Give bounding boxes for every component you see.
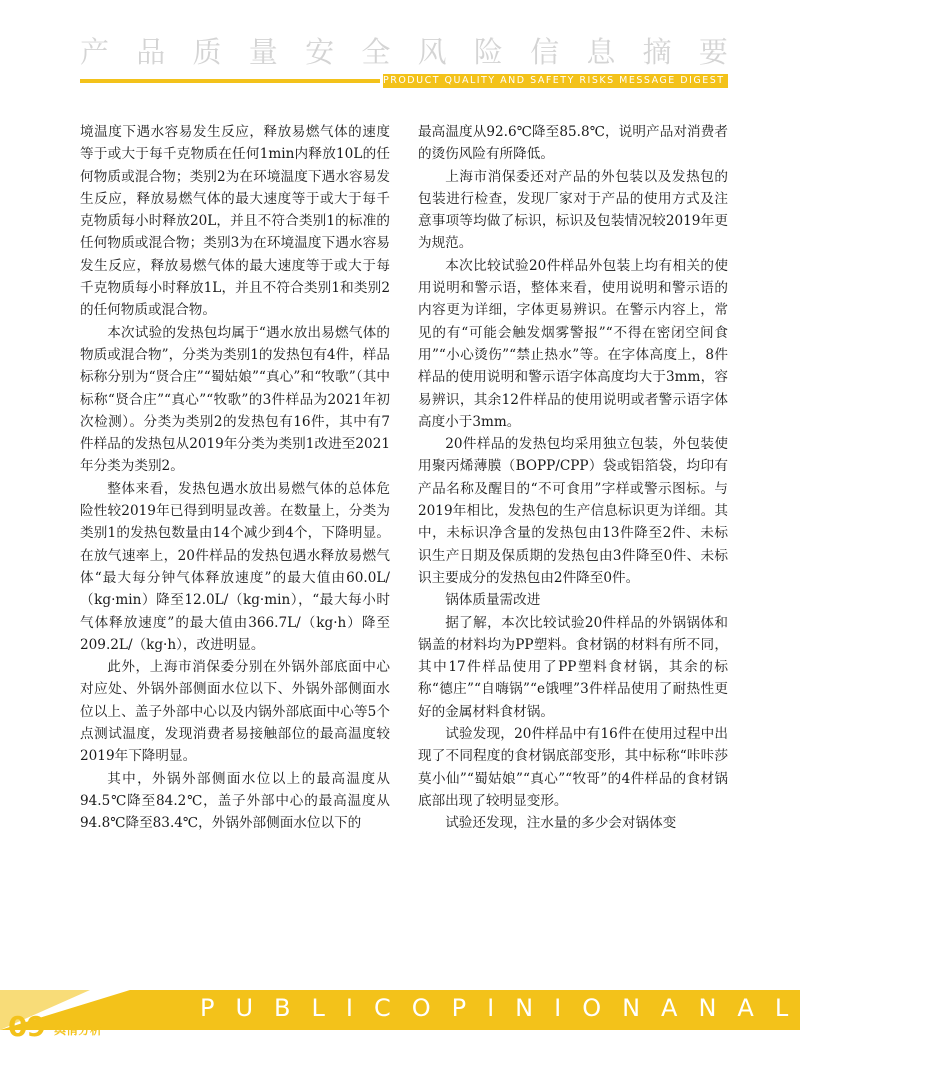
paragraph: 本次比较试验20件样品外包装上均有相关的使用说明和警示语，整体来看，使用说明和警示语的内容更为详细，字体更易辨识。在警示内容上，常见的有“可能会触发烟雾警报”“不得在密闭空间食用”“小心烫伤”“禁止热水”等。在字体高度上，8件样品的使用说明和警示语字体高度均大于3mm，容易辨识，其余12件样品的使用说明或者警示语字体高度小于3mm。 <box>418 257 728 430</box>
header-title-char: 要 <box>698 35 730 69</box>
paragraph: 本次试验的发热包均属于“遇水放出易燃气体的物质或混合物”，分类为类别1的发热包有4件，样品标称分别为“贤合庄”“蜀姑娘”“真心”和“牧歌”（其中标称“贤合庄”“真心”“牧歌”的3件样品为2021年初次检测）。分类为类别2的发热包有16件，其中有7件样品的发热包从2019年分类为类别1改进至2021年分类为类别2。 <box>80 324 390 475</box>
header-title-char: 风 <box>417 35 449 69</box>
footer-word: PUBLIC <box>200 994 412 1022</box>
paragraph: 最高温度从92.6℃降至85.8℃，说明产品对消费者的烫伤风险有所降低。 <box>418 124 728 163</box>
section-label: 舆情分析 <box>54 1023 103 1037</box>
header-title-char: 信 <box>530 35 562 69</box>
header-title-char: 摘 <box>642 35 674 69</box>
paragraph: 上海市消保委还对产品的外包装以及发热包的包装进行检查，发现厂家对于产品的使用方式及注意事项等均做了标识，标识及包装情况较2019年更为规范。 <box>418 168 728 252</box>
footer-tagline <box>200 994 942 1022</box>
section-heading: 锅体质量需改进 <box>445 592 541 609</box>
paragraph: 据了解，本次比较试验20件样品的外锅锅体和锅盖的材料均为PP塑料。食材锅的材料有所不同，其中17件样品使用了PP塑料食材锅，其余的标称“德庄”“自嗨锅”“e饿哩”3件样品使用了耐热性更好的金属材料食材锅。 <box>418 614 728 720</box>
header-title-char: 安 <box>305 35 337 69</box>
left-column <box>80 121 390 835</box>
paragraph: 其中，外锅外部侧面水位以上的最高温度从94.5℃降至84.2℃，盖子外部中心的最高温度从94.8℃降至83.4℃，外锅外部侧面水位以下的 <box>80 770 390 832</box>
header-title-char: 险 <box>473 35 505 69</box>
paragraph: 试验发现，20件样品中有16件在使用过程中出现了不同程度的食材锅底部变形，其中标称“咔咔莎莫小仙”“蜀姑娘”“真心”“牧哥”的4件样品的食材锅底部出现了较明显变形。 <box>418 726 728 809</box>
header-title-char: 产 <box>80 35 112 69</box>
header-accent-line <box>80 79 380 83</box>
header-title-char: 质 <box>192 35 224 69</box>
paragraph: 境温度下遇水容易发生反应，释放易燃气体的速度等于或大于每千克物质在任何1min内释放10L的任何物质或混合物；类别2为在环境温度下遇水容易发生反应，释放易燃气体的最大速度等于或大于每千克物质每小时释放20L，并且不符合类别1的标准的任何物质或混合物；类别3为在环境温度下遇水容易发生反应，释放易燃气体的最大速度等于或大于每千克物质每小时释放1L，并且不符合类别1和类别2的任何物质或混合物。 <box>80 124 390 319</box>
header-title-char: 量 <box>248 35 280 69</box>
header-title-char: 全 <box>361 35 393 69</box>
paragraph: 整体来看，发热包遇水放出易燃气体的总体危险性较2019年已得到明显改善。在数量上，分类为类别1的发热包数量由14个减少到4个，下降明显。在放气速率上，20件样品的发热包遇水释放易燃气体“最大每分钟气体释放速度”的最大值由60.0L/（kg·min）降至12.0L/（kg·min），“最大每小时气体释放速度”的最大值由366.7L/（kg·h）降至209.2L/（kg·h），改进明显。 <box>80 480 390 653</box>
page-number: 09 <box>8 1010 45 1043</box>
paragraph: 此外，上海市消保委分别在外锅外部底面中心对应处、外锅外部侧面水位以下、外锅外部侧面水位以上、盖子外部中心以及内锅外部底面中心等5个点测试温度，发现消费者易接触部位的最高温度较2019年下降明显。 <box>80 659 390 765</box>
footer-word: ANALYSIS <box>661 994 942 1022</box>
right-column <box>418 121 728 835</box>
header-title-char: 息 <box>586 35 618 69</box>
paragraph: 试验还发现，注水量的多少会对锅体变 <box>445 815 677 832</box>
footer-word: OPINION <box>411 994 662 1022</box>
paragraph: 20件样品的发热包均采用独立包装，外包装使用聚丙烯薄膜（BOPP/CPP）袋或铝箔袋，均印有产品名称及醒目的“不可食用”字样或警示图标。与2019年相比，发热包的生产信息标识更为详细。其中，未标识净含量的发热包由13件降至2件、未标识生产日期及保质期的发热包由3件降至0件、未标识主要成分的发热包由2件降至0件。 <box>418 436 728 586</box>
header-title-char: 品 <box>136 35 168 69</box>
header-title <box>80 30 730 71</box>
header-subtitle: PRODUCT QUALITY AND SAFETY RISKS MESSAGE DIGEST <box>383 74 728 88</box>
